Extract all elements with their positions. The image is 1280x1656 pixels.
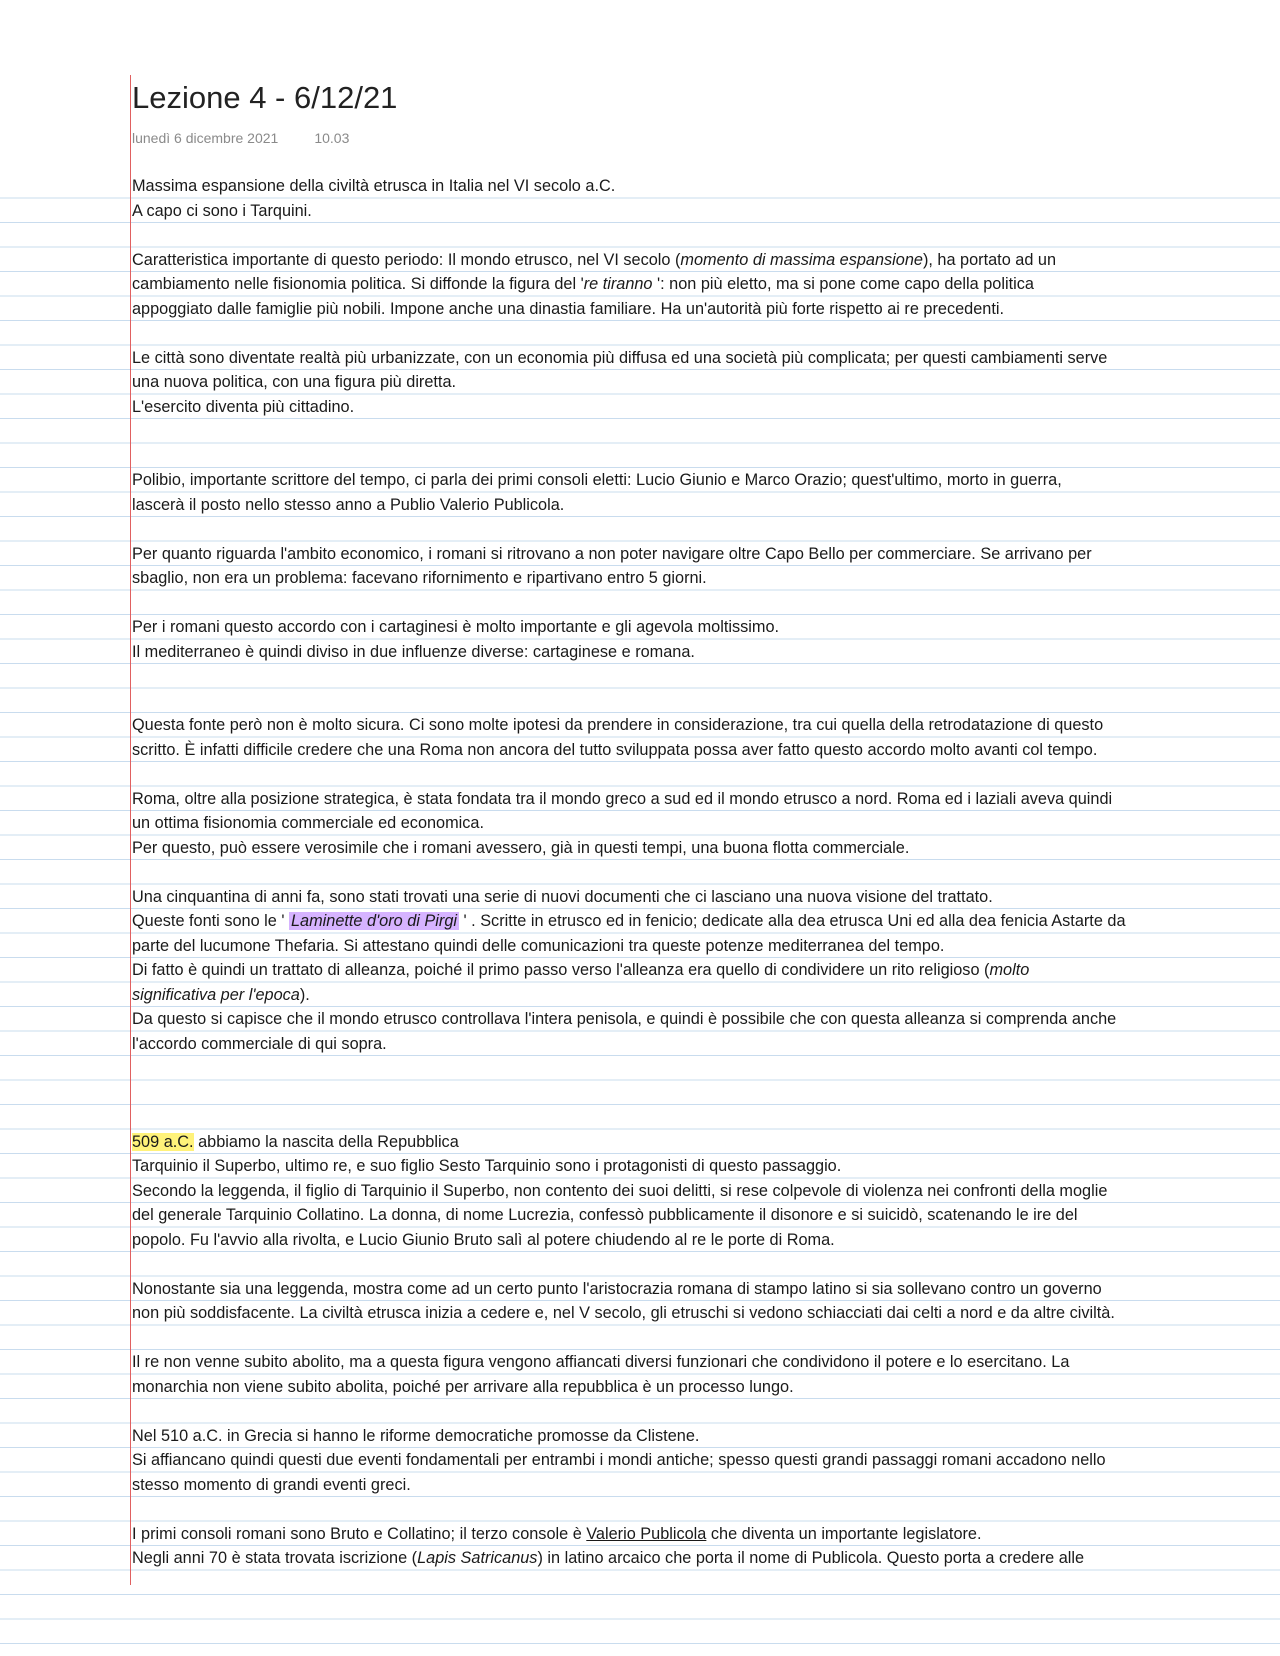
text-line: Le città sono diventate realtà più urbanizzate, con un economia più diffusa ed una società più complicata; per questi cambiamenti serve — [132, 348, 1108, 367]
text-line: l'accordo commerciale di qui sopra. — [132, 1034, 387, 1053]
empty-line — [132, 860, 1258, 885]
highlighted-text: Laminette d'oro di Pirgi — [290, 912, 457, 930]
empty-line — [132, 664, 1258, 689]
highlighted-text: 509 a.C. — [132, 1132, 194, 1151]
text-line: sbaglio, non era un problema: facevano rifornimento e ripartivano entro 5 giorni. — [132, 569, 707, 587]
text-line: Nonostante sia una leggenda, mostra come ad un certo punto l'aristocrazia romana di stampo latino si sia sollevano contro un governo — [132, 1279, 1102, 1298]
text-line: non più soddisfacente. La civiltà etrusca inizia a cedere e, nel V secolo, gli etruschi si vedono schiacciati dai celti a nord e da altre civiltà. — [132, 1304, 1115, 1322]
empty-line — [132, 1056, 1258, 1081]
text-line: Nel 510 a.C. in Grecia si hanno le riforme democratiche promosse da Clistene. — [132, 1426, 700, 1445]
text-line: Per questo, può essere verosimile che i romani avessero, già in questi tempi, una buona flotta commerciale. — [132, 838, 910, 857]
text-run: Negli anni 70 è stata trovata iscrizione ( — [132, 1549, 418, 1567]
text-line: Il mediterraneo è quindi diviso in due influenze diverse: cartaginese e romana. — [132, 642, 695, 661]
text-line: Tarquinio il Superbo, ultimo re, e suo figlio Sesto Tarquinio sono i protagonisti di questo passaggio. — [132, 1157, 842, 1175]
italic-text: Lapis Satricanus — [417, 1549, 538, 1567]
text-run: Di fatto è quindi un trattato di alleanza, poiché il primo passo verso l'alleanza era quello di condividere un rito religioso ( — [132, 961, 990, 979]
empty-line — [132, 689, 1258, 714]
text-run: ), ha portato ad un — [922, 250, 1057, 269]
text-line — [132, 1522, 1258, 1547]
text-line: stesso momento di grandi eventi greci. — [132, 1475, 411, 1494]
empty-line — [132, 1497, 1258, 1522]
text-line — [132, 958, 1258, 983]
text-line: A capo ci sono i Tarquini. — [132, 201, 312, 220]
empty-line — [132, 444, 1258, 469]
text-line: Per i romani questo accordo con i cartaginesi è molto importante e gli agevola moltissimo. — [132, 618, 780, 636]
page-date: lunedì 6 dicembre 2021 — [132, 130, 279, 146]
empty-line — [132, 1326, 1258, 1351]
text-line: appoggiato dalle famiglie più nobili. Impone anche una dinastia familiare. Ha un'autorità più forte rispetto ai re precedenti. — [132, 299, 1004, 318]
text-line: del generale Tarquinio Collatino. La donna, di nome Lucrezia, confessò pubblicamente il disonore e si suicidò, scatenando le ire del — [132, 1206, 1078, 1224]
empty-line — [132, 1399, 1258, 1424]
text-run: Queste fonti sono le ' — [132, 912, 289, 930]
margin-line — [130, 75, 131, 1585]
empty-line — [132, 1105, 1258, 1130]
empty-line — [132, 223, 1258, 248]
text-line: Si affiancano quindi questi due eventi fondamentali per entrambi i mondi antiche; spesso questi grandi passaggi romani accadono nello — [132, 1451, 1106, 1469]
text-run: ': non più eletto, ma si pone come capo della politica — [652, 275, 1034, 293]
text-line: una nuova politica, con una figura più diretta. — [132, 373, 457, 391]
italic-text: molto — [989, 961, 1030, 979]
empty-line — [132, 591, 1258, 616]
text-line: popolo. Fu l'avvio alla rivolta, e Lucio Giunio Bruto salì al potere chiudendo al re le porte di Roma. — [132, 1230, 835, 1249]
text-line: scritto. È infatti difficile credere che una Roma non ancora del tutto sviluppata possa aver fatto questo accordo molto avanti col tempo. — [132, 740, 1098, 759]
text-line: Massima espansione della civiltà etrusca in Italia nel VI secolo a.C. — [132, 177, 616, 195]
text-line: Da questo si capisce che il mondo etrusco controllava l'intera penisola, e quindi è possibile che con questa alleanza si comprenda anche — [132, 1010, 1117, 1028]
text-line: un ottima fisionomia commerciale ed economica. — [132, 814, 485, 832]
underlined-text: Valerio Publicola — [586, 1524, 707, 1543]
text-line: Polibio, importante scrittore del tempo, ci parla dei primi consoli eletti: Lucio Giunio e Marco Orazio; quest'ultimo, morto in guerra, — [132, 471, 1062, 489]
text-line: Questa fonte però non è molto sicura. Ci sono molte ipotesi da prendere in considerazione, tra cui quella della retrodatazione di questo — [132, 716, 1104, 734]
empty-line — [132, 762, 1258, 787]
empty-line — [132, 419, 1258, 444]
note-content[interactable] — [132, 174, 1258, 1571]
page-title[interactable]: Lezione 4 - 6/12/21 — [132, 80, 398, 115]
text-line: lascerà il posto nello stesso anno a Publio Valerio Publicola. — [132, 495, 565, 514]
italic-text: momento di massima espansione — [680, 250, 923, 269]
text-run: Caratteristica importante di questo periodo: Il mondo etrusco, nel VI secolo ( — [132, 250, 681, 269]
text-line — [132, 1130, 1258, 1155]
italic-text: significativa per l'epoca — [132, 985, 300, 1004]
text-run: che diventa un importante legislatore. — [706, 1524, 982, 1543]
text-run: I primi consoli romani sono Bruto e Collatino; il terzo console è — [132, 1524, 587, 1543]
text-run: abbiamo la nascita della Repubblica — [193, 1132, 459, 1151]
text-line: L'esercito diventa più cittadino. — [132, 397, 355, 416]
text-line — [132, 248, 1258, 273]
text-run: ). — [299, 985, 310, 1004]
text-line — [132, 272, 1258, 297]
empty-line — [132, 517, 1258, 542]
text-run: ' . Scritte in etrusco ed in fenicio; dedicate alla dea etrusca Uni ed alla dea fenicia Astarte da — [459, 912, 1126, 930]
text-line: Roma, oltre alla posizione strategica, è stata fondata tra il mondo greco a sud ed il mondo etrusco a nord. Roma ed i laziali aveva quindi — [132, 789, 1113, 808]
text-line: Secondo la leggenda, il figlio di Tarquinio il Superbo, non contento dei suoi delitti, si rese colpevole di violenza nei confronti della moglie — [132, 1181, 1108, 1200]
text-line: Per quanto riguarda l'ambito economico, i romani si ritrovano a non poter navigare oltre Capo Bello per commerciare. Se arrivano per — [132, 544, 1092, 563]
text-line: Il re non venne subito abolito, ma a questa figura vengono affiancati diversi funzionari che condividono il potere e lo esercitano. La — [132, 1353, 1070, 1371]
text-line — [132, 909, 1258, 934]
text-line — [132, 983, 1258, 1008]
text-line: monarchia non viene subito abolita, poiché per arrivare alla repubblica è un processo lungo. — [132, 1377, 794, 1396]
italic-text: re tiranno — [583, 275, 653, 293]
text-line: parte del lucumone Thefaria. Si attestano quindi delle comunicazioni tra queste potenze mediterranea del tempo. — [132, 936, 945, 955]
text-line — [132, 1546, 1258, 1571]
empty-line — [132, 321, 1258, 346]
text-run: cambiamento nelle fisionomia politica. Si diffonde la figura del ' — [132, 275, 584, 293]
empty-line — [132, 1252, 1258, 1277]
page-time: 10.03 — [314, 130, 350, 146]
text-line: Una cinquantina di anni fa, sono stati trovati una serie di nuovi documenti che ci lasciano una nuova visione del trattato. — [132, 887, 993, 906]
empty-line — [132, 1081, 1258, 1106]
page-metadata — [132, 128, 349, 148]
text-run: ) in latino arcaico che porta il nome di Publicola. Questo porta a credere alle — [537, 1549, 1085, 1567]
